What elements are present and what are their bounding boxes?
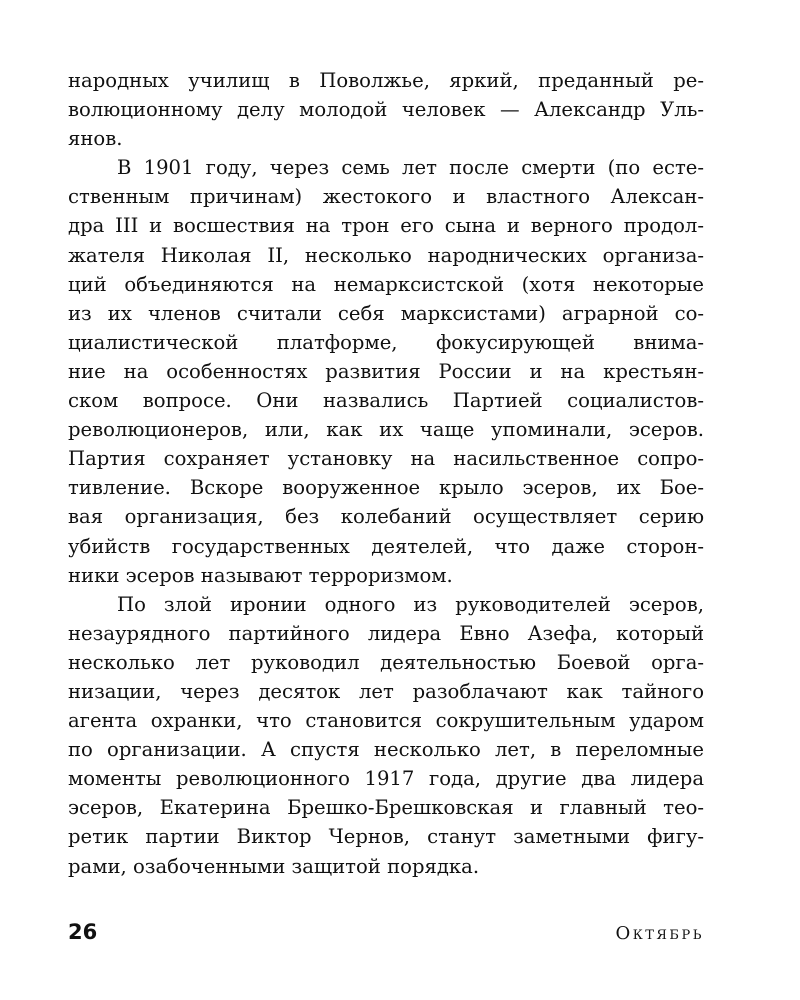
paragraph	[68, 66, 704, 153]
text-line: ретик партии Виктор Чернов, станут заметными фигу-	[68, 825, 704, 849]
text-line: по организации. А спустя несколько лет, в переломные	[68, 738, 704, 762]
running-head: Октябрь	[615, 923, 704, 944]
text-line: ственным причинам) жестокого и властного Алексан-	[68, 185, 704, 209]
page-footer	[68, 920, 704, 950]
text-line: В 1901 году, через семь лет после смерти (по есте-	[117, 156, 704, 180]
text-line: убийств государственных деятелей, что даже сторон-	[68, 534, 704, 558]
text-line: низации, через десяток лет разоблачают как тайного	[68, 679, 704, 703]
text-line: ций объединяются на немарксистской (хотя некоторые	[68, 272, 704, 296]
text-line: тивление. Вскоре вооруженное крыло эсеров, их Бое-	[68, 476, 704, 500]
text-line: моменты революционного 1917 года, другие два лидера	[68, 767, 704, 791]
text-line: волюционному делу молодой человек — Александр Уль-	[68, 98, 704, 122]
text-line: циалистической платформе, фокусирующей внима-	[68, 330, 704, 354]
body-text	[68, 66, 704, 881]
text-line: из их членов считали себя марксистами) аграрной со-	[68, 301, 704, 325]
paragraph	[68, 590, 704, 881]
paragraph	[68, 153, 704, 589]
text-line: Партия сохраняет установку на насильственное сопро-	[68, 447, 704, 471]
text-line: агента охранки, что становится сокрушительным ударом	[68, 709, 704, 733]
text-line: жателя Николая II, несколько народнических организа-	[68, 243, 704, 267]
text-line: народных училищ в Поволжье, яркий, преданный ре-	[68, 69, 704, 92]
text-line: янов.	[68, 127, 123, 151]
text-line: эсеров, Екатерина Брешко-Брешковская и главный тео-	[68, 796, 704, 820]
text-line: революционеров, или, как их чаще упоминали, эсеров.	[68, 418, 704, 442]
text-line: вая организация, без колебаний осуществляет серию	[68, 505, 704, 529]
text-line: ние на особенностях развития России и на крестьян-	[68, 359, 704, 383]
text-line: По злой иронии одного из руководителей эсеров,	[117, 592, 704, 616]
text-line: несколько лет руководил деятельностью Боевой орга-	[68, 650, 704, 674]
page-number: 26	[68, 920, 98, 944]
text-line: дра III и восшествия на трон его сына и верного продол-	[68, 214, 704, 238]
text-line: незаурядного партийного лидера Евно Азефа, который	[68, 621, 704, 645]
text-line: ники эсеров называют терроризмом.	[68, 563, 453, 587]
text-line: ском вопросе. Они назвались Партией социалистов-	[68, 389, 704, 413]
text-line: рами, озабоченными защитой порядка.	[68, 854, 480, 878]
